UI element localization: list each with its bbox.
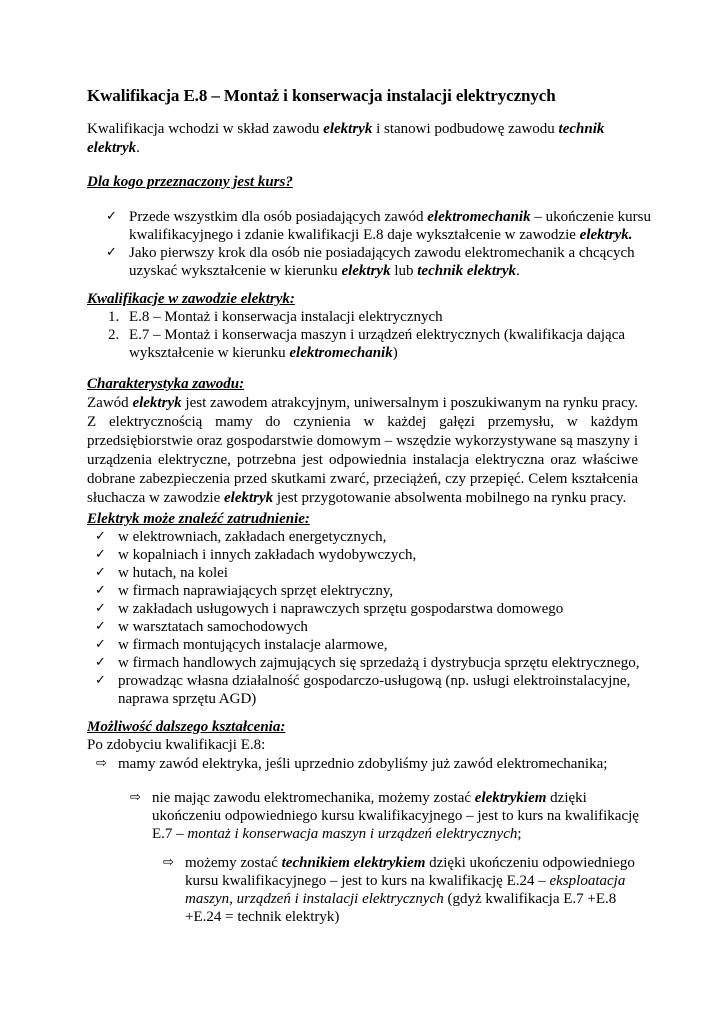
arrow-item	[96, 755, 608, 773]
item-text: ✓ w warsztatach samochodowych	[118, 619, 308, 635]
section-heading-employment: Elektryk może znaleźć zatrudnienie:	[87, 511, 310, 527]
list-item	[118, 564, 658, 582]
para-text: przedsiębiorstwie oraz gospodarstwie domowym – wszędzie wykorzystywane są maszyny i	[87, 433, 638, 449]
audience-list	[129, 208, 649, 280]
section-heading-characteristics: Charakterystyka zawodu:	[87, 376, 245, 392]
list-item	[118, 600, 658, 618]
list-item	[129, 244, 649, 280]
item-text: E.8 – Montaż i konserwacja instalacji elektrycznych	[129, 309, 443, 325]
arrow-right-icon: ⇨	[130, 790, 141, 805]
item-emphasis: technik elektryk	[417, 263, 516, 279]
item-emphasis: elektrykiem	[474, 790, 547, 806]
item-text: uzyskać wykształcenie w kierunku	[129, 263, 342, 279]
intro-paragraph	[87, 120, 647, 158]
item-text: – ukończenie kursu	[530, 209, 651, 225]
item-italic: maszyn, urządzeń i instalacji elektrycznych	[185, 891, 444, 907]
para-text: Zawód	[87, 395, 133, 411]
list-item	[118, 528, 658, 546]
para-text: urządzenia elektryczne, potrzebna jest odpowiednia instalacja elektryczna oraz właściwe	[87, 452, 638, 468]
item-emphasis: technikiem elektrykiem	[281, 855, 426, 871]
item-text: +E.24 = technik elektryk)	[185, 909, 340, 925]
item-italic: eksploatacja	[549, 873, 626, 889]
intro-emphasis: elektryk	[323, 121, 373, 137]
section-heading-further-education: Możliwość dalszego kształcenia:	[87, 719, 286, 735]
arrow-right-icon: ⇨	[96, 756, 107, 771]
item-text: ✓ w firmach naprawiających sprzęt elektryczny,	[118, 583, 394, 599]
para-text: jest przygotowanie absolwenta mobilnego na rynku pracy.	[273, 490, 627, 506]
item-text: kwalifikacyjnego i zdanie kwalifikacji E.8 daje wykształcenie w zawodzie	[129, 227, 580, 243]
item-emphasis: elektryk	[341, 263, 391, 279]
item-text: ✓ w kopalniach i innych zakładach wydobywczych,	[118, 547, 417, 563]
item-text: mamy zawód elektryka, jeśli uprzednio zdobyliśmy już zawód elektromechanika;	[118, 756, 608, 772]
item-text: ✓ w elektrowniach, zakładach energetycznych,	[118, 529, 387, 545]
item-text: ;	[517, 826, 522, 842]
list-item	[118, 582, 658, 600]
list-item	[118, 636, 658, 654]
item-number: 2.	[108, 327, 120, 343]
arrow-item	[130, 789, 639, 843]
item-text: ✓ w firmach handlowych zajmujących się sprzedażą i dystrybucja sprzętu elektrycznego,	[118, 655, 640, 671]
list-item	[129, 208, 649, 244]
item-emphasis: elektromechanik	[289, 345, 393, 361]
list-item	[118, 672, 658, 708]
document-title: Kwalifikacja E.8 – Montaż i konserwacja instalacji elektrycznych	[87, 86, 556, 105]
list-item	[118, 654, 658, 672]
qualifications-list	[108, 308, 649, 362]
section-heading-audience: Dla kogo przeznaczony jest kurs?	[87, 174, 293, 190]
item-emphasis: elektryk.	[579, 227, 633, 243]
item-text: dzięki ukończeniu odpowiedniego	[425, 855, 635, 871]
list-item	[118, 546, 658, 564]
item-text: .	[516, 263, 520, 279]
item-text: wykształcenie w kierunku	[129, 345, 290, 361]
item-text: naprawa sprzętu AGD)	[118, 691, 257, 707]
item-text: dzięki	[546, 790, 587, 806]
item-italic: montaż i konserwacja maszyn i urządzeń elektrycznych	[187, 826, 518, 842]
item-text: E.7 –	[152, 826, 188, 842]
intro-emphasis: technik	[558, 121, 605, 137]
arrow-item	[163, 854, 635, 926]
item-text: ✓ w firmach montujących instalacje alarmowe,	[118, 637, 388, 653]
para-text: dobrane zabezpieczenia przed skutkami zwarć, przeciążeń, czy przepięć. Celem kształcenia	[87, 471, 638, 487]
item-text: (gdyż kwalifikacja E.7 +E.8	[443, 891, 617, 907]
item-text: ukończeniu odpowiedniego kursu kwalifikacyjnego – jest to kurs na kwalifikację	[152, 808, 639, 824]
item-number: 1.	[108, 309, 120, 325]
para-emphasis: elektryk	[224, 490, 274, 506]
item-text: lub	[390, 263, 418, 279]
item-text: ✓ prowadząc własna działalność gospodarczo-usługową (np. usługi elektroinstalacyjne,	[118, 673, 631, 689]
employment-list	[118, 528, 658, 708]
item-text: nie mając zawodu elektromechanika, możemy zostać	[152, 790, 475, 806]
para-text: jest zawodem atrakcyjnym, uniwersalnym i poszukiwanym na rynku pracy.	[181, 395, 639, 411]
item-text: możemy zostać	[185, 855, 282, 871]
item-text: ✓ w zakładach usługowych i naprawczych sprzętu gospodarstwa domowego	[118, 601, 564, 617]
further-education-intro: Po zdobyciu kwalifikacji E.8:	[87, 737, 266, 753]
para-emphasis: elektryk	[132, 395, 182, 411]
list-item	[108, 308, 649, 326]
item-text: kursu kwalifikacyjnego – jest to kurs na kwalifikację E.24 –	[185, 873, 550, 889]
para-text: słuchacza w zawodzie	[87, 490, 225, 506]
characteristics-paragraph	[87, 394, 638, 508]
list-item	[118, 618, 658, 636]
intro-text: Kwalifikacja wchodzi w skład zawodu	[87, 121, 324, 137]
item-text: Przede wszystkim dla osób posiadających zawód	[129, 209, 428, 225]
arrow-right-icon: ⇨	[163, 855, 174, 870]
intro-emphasis: elektryk	[87, 140, 137, 156]
para-text: Z elektrycznością mamy do czynienia w każdej gałęzi przemysłu, w każdym	[87, 414, 638, 430]
section-heading-qualifications: Kwalifikacje w zawodzie elektryk:	[87, 291, 295, 307]
list-item	[108, 326, 649, 362]
intro-text: .	[136, 140, 140, 156]
item-text: )	[392, 345, 398, 361]
item-text: E.7 – Montaż i konserwacja maszyn i urządzeń elektrycznych (kwalifikacja dająca	[129, 327, 626, 343]
item-emphasis: elektromechanik	[427, 209, 531, 225]
item-text: ✓ Jako pierwszy krok dla osób nie posiadających zawodu elektromechanik a chcących	[129, 245, 635, 261]
intro-text: i stanowi podbudowę zawodu	[372, 121, 559, 137]
item-text: ✓ w hutach, na kolei	[118, 565, 228, 581]
